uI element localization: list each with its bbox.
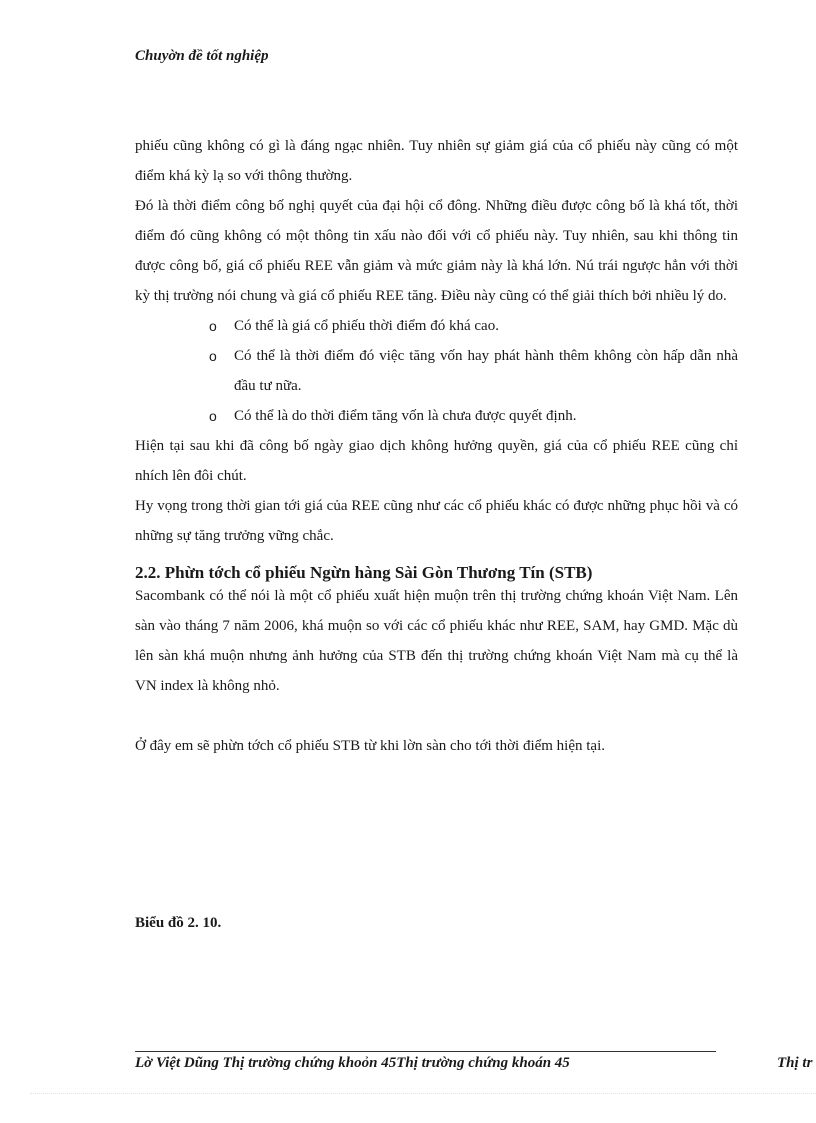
paragraph: Hy vọng trong thời gian tới giá của REE cũng như các cổ phiếu khác có được những phục hồi và có những sự tăng trưởng vững chắc. xyxy=(135,498,738,544)
paragraph: phiếu cũng không có gì là đáng ngạc nhiên. Tuy nhiên sự giảm giá của cổ phiếu này cũng có một điểm khá kỳ lạ so với thông thường. xyxy=(135,138,738,184)
page-header: Chuyờn đề tốt nghiệp xyxy=(135,48,269,64)
figure-caption: Biểu đồ 2. 10. xyxy=(135,915,222,931)
blank-line xyxy=(135,701,738,731)
page-footer-overflow: Thị tr xyxy=(777,1055,813,1071)
paragraph: Sacombank có thể nói là một cổ phiếu xuất hiện muộn trên thị trường chứng khoán Việt Nam. Lên sàn vào tháng 7 năm 2006, khá muộn so với các cổ phiếu khác như REE, SAM, hay GMD. Mặc dù lên sàn khá muộn nhưng ảnh hưởng của STB đến thị trường chứng khoán Việt Nam mà cụ thể là VN index là không nhỏ. xyxy=(135,588,738,694)
bullet-marker: o xyxy=(209,318,217,334)
bullet-text: Có thể là giá cổ phiếu thời điểm đó khá cao. xyxy=(234,318,499,334)
paragraph: Hiện tại sau khi đã công bố ngày giao dịch không hưởng quyền, giá của cổ phiếu REE cũng chỉ nhích lên đôi chút. xyxy=(135,438,738,484)
bullet-item xyxy=(135,311,738,341)
bullet-list xyxy=(135,311,738,431)
footer-divider xyxy=(135,1051,716,1052)
section-heading: 2.2. Phừn tớch cổ phiếu Ngừn hàng Sài Gòn Thương Tín (STB) xyxy=(135,563,593,582)
paragraph: Ở đây em sẽ phừn tớch cổ phiếu STB từ khi lờn sàn cho tới thời điểm hiện tại. xyxy=(135,738,606,754)
bullet-marker: o xyxy=(209,348,217,364)
page-bottom-divider xyxy=(30,1093,816,1094)
page-footer: Lờ Việt Dũng Thị trường chứng khoỏn 45Thị trường chứng khoán 45 xyxy=(135,1055,570,1071)
bullet-item xyxy=(135,341,738,401)
bullet-text: Có thể là do thời điểm tăng vốn là chưa được quyết định. xyxy=(234,408,577,424)
bullet-item xyxy=(135,401,738,431)
bullet-marker: o xyxy=(209,408,217,424)
paragraph: Đó là thời điểm công bố nghị quyết của đại hội cổ đông. Những điều được công bố là khá tốt, thời điểm đó cũng không có một thông tin xấu nào đối với cổ phiếu này. Tuy nhiên, sau khi thông tin được công bố, giá cổ phiếu REE vẫn giảm và mức giảm này là khá lớn. Nú trái ngược hẳn với thời kỳ thị trường nói chung và giá cổ phiếu REE tăng. Điều này cũng có thể giải thích bởi nhiều lý do. xyxy=(135,198,738,304)
body-text xyxy=(135,131,738,761)
bullet-text: Có thể là thời điểm đó việc tăng vốn hay phát hành thêm không còn hấp dẫn nhà đầu tư nữa. xyxy=(234,348,738,394)
